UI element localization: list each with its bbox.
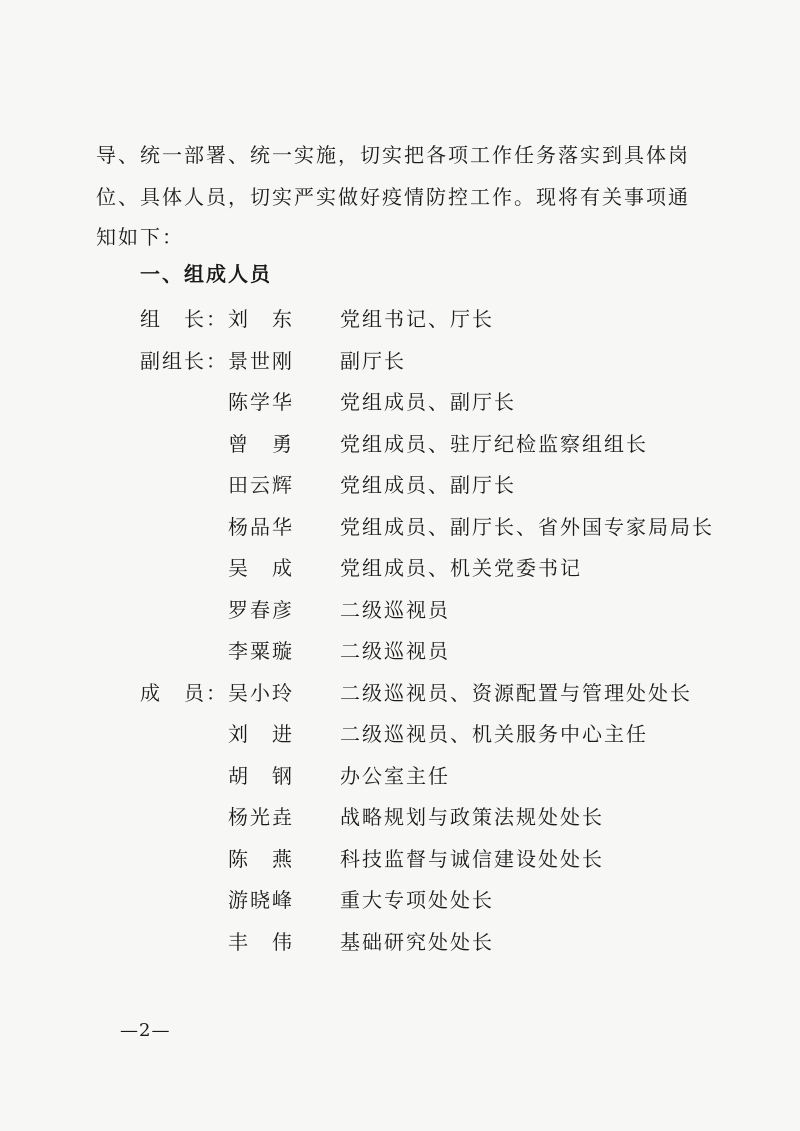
member-title: 党组成员、副厅长 (340, 473, 516, 497)
member-row (140, 798, 740, 836)
member-title: 基础研究处处长 (340, 929, 494, 954)
member-row (140, 549, 740, 587)
member-row (140, 383, 740, 421)
member-row (140, 342, 740, 380)
member-row (140, 715, 740, 753)
member-row (140, 300, 740, 338)
member-title: 战略规划与政策法规处处长 (340, 805, 604, 829)
member-title: 办公室主任 (340, 763, 450, 788)
member-row (140, 881, 740, 919)
member-title: 党组成员、副厅长、省外国专家局局长 (340, 514, 714, 539)
intro-line-2: 位、具体人员，切实严实做好疫情防控工作。现将有关事项通 (96, 185, 690, 209)
member-row (140, 632, 740, 670)
member-row (140, 840, 740, 878)
member-name: 景世刚 (228, 348, 294, 373)
member-row (140, 923, 740, 961)
member-role: 副组长： (140, 348, 228, 373)
section-heading: 一、组成人员 (140, 262, 272, 286)
member-title: 二级巡视员、资源配置与管理处处长 (340, 680, 692, 705)
member-role: 组 长： (140, 307, 228, 331)
member-name: 刘 进 (228, 722, 294, 746)
member-name: 胡 钢 (228, 763, 294, 788)
member-row (140, 425, 740, 463)
member-title: 二级巡视员 (340, 639, 450, 663)
member-name: 曾 勇 (228, 431, 294, 456)
member-name: 吴 成 (228, 556, 294, 580)
member-row (140, 591, 740, 629)
member-title: 二级巡视员、机关服务中心主任 (340, 722, 648, 746)
member-row (140, 757, 740, 795)
member-name: 游晓峰 (228, 888, 294, 912)
member-title: 党组书记、厅长 (340, 307, 494, 331)
member-name: 丰 伟 (228, 929, 294, 954)
page-number: —2— (120, 1020, 171, 1041)
member-title: 党组成员、驻厅纪检监察组组长 (340, 431, 648, 456)
member-name: 陈学华 (228, 390, 294, 414)
intro-line-1: 导、统一部署、统一实施，切实把各项工作任务落实到具体岗 (96, 143, 690, 167)
member-title: 重大专项处处长 (340, 888, 494, 912)
member-row (140, 466, 740, 504)
member-row (140, 508, 740, 546)
member-title: 党组成员、机关党委书记 (340, 556, 582, 580)
intro-line-3: 知如下： (96, 225, 184, 249)
member-title: 副厅长 (340, 348, 406, 373)
member-name: 刘 东 (228, 307, 294, 331)
member-title: 二级巡视员 (340, 597, 450, 622)
member-name: 吴小玲 (228, 680, 294, 705)
member-name: 田云辉 (228, 473, 294, 497)
member-name: 李粟璇 (228, 639, 294, 663)
member-name: 杨光垚 (228, 805, 294, 829)
member-name: 杨品华 (228, 514, 294, 539)
member-role: 成 员： (140, 680, 228, 705)
member-name: 陈 燕 (228, 846, 294, 871)
member-name: 罗春彦 (228, 597, 294, 622)
member-title: 科技监督与诚信建设处处长 (340, 846, 604, 871)
member-row (140, 674, 740, 712)
member-title: 党组成员、副厅长 (340, 390, 516, 414)
